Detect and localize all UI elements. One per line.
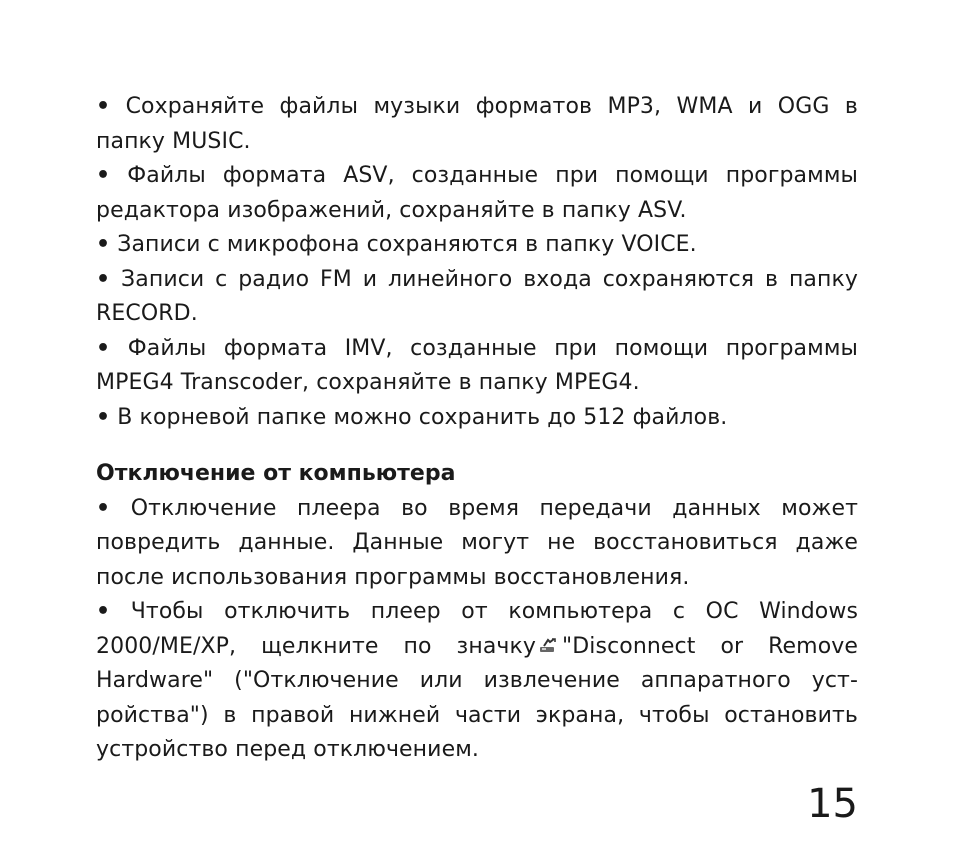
list-item [96,263,858,332]
list-item-text: Файлы формата IMV, созданные при помощи программы MPEG4 Transcoder, сохраняйте в папку MPEG4. [96,335,858,395]
list-item-text: "Disconnect or Remove Hardware" ("Отключение или извлечение аппаратного уст-ройства") в правой нижней части экрана, чтобы остановить устройство перед отключением. [96,633,859,762]
bullet: • [96,163,111,188]
bullet: • [96,94,111,119]
page-number: 15 [807,781,858,827]
bullet: • [96,232,111,257]
bullet: • [96,266,111,292]
list-item [96,159,858,228]
bullet: • [96,599,111,624]
safely-remove-hardware-icon [538,631,558,647]
list-item-text: Записи с радио FM и линейного входа сохраняются в папку RECORD. [96,266,858,326]
manual-page [96,90,858,768]
list-item [96,492,858,596]
list-item [96,595,858,768]
list-item-text: Чтобы отключить плеер от компьютера с ОС Windows 2000/ME/XP, щелкните по значку [96,599,859,659]
list-item [96,401,858,436]
section-heading: Отключение от компьютера [96,461,456,486]
bullet: • [96,495,111,521]
list-item-text: Записи с микрофона сохраняются в папку VOICE. [117,232,697,257]
list-item [96,90,858,159]
list-item [96,332,858,401]
list-item-text: Сохраняйте файлы музыки форматов MP3, WMA и OGG в папку MUSIC. [96,94,858,154]
list-item-text: Отключение плеера во время передачи данных может повредить данные. Данные могут не восстановиться даже после использования программы восстановления. [96,495,858,590]
bullet: • [96,404,111,430]
bullet: • [96,335,111,361]
list-item-text: Файлы формата ASV, созданные при помощи программы редактора изображений, сохраняйте в папку ASV. [96,163,858,223]
list-item-text: В корневой папке можно сохранить до 512 файлов. [117,404,728,430]
list-item [96,228,858,263]
